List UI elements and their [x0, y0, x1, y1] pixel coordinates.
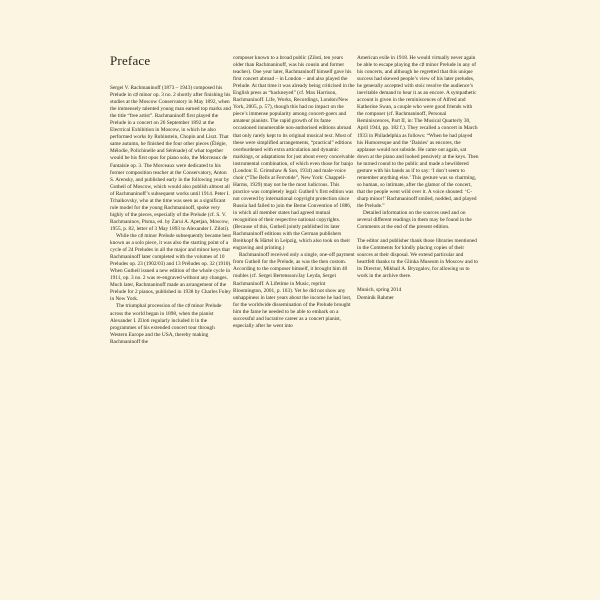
paragraph: Rachmaninoff received only a single, one-off payment from Gutheil for the Prelude, as was the then custom. According to the composer himself, it brought him 40 roubles (cf. Sergei Bertensson/Jay Leyda, Sergei Rachmaninoff. A Lifetime in Music, reprint Bloomington, 2001, p. 163). Yet he did not show any unhappiness in later years about the income he had lost, for the worldwide dissemination of the Prelude brought him the fame he needed to be able to embark on a successful and lucrative career as a concert pianist, especially after he went into — [233, 252, 355, 329]
text-column-2 — [233, 55, 355, 330]
paragraph: composer known to a broad public (Ziloti, ten years older than Rachmaninoff, was his cousin and former teacher). One year later, Rachmaninoff himself gave his first concert abroad – in London – and also played the Prelude. At that time it was already being criticised in the English press as “hackneyed” (cf. Max Harrison, Rachmaninoff. Life, Works, Recordings, London/New York, 2005, p. 57), though this had no impact on the piece’s immense popularity among concert-goers and amateur pianists. The rapid growth of its fame occasioned innumerable non-authorised editions abroad that only rarely kept to its original musical text. Most of these were simplified arrangements, “practical” editions overburdened with extra articulation and dynamic markings, or adaptations for just about every conceivable instrumental combination, of which even those for banjo (London: E. Grimshaw & Son, 1934) and male-voice choir (“The Bells at Ferrotide”, New York: Chappell-Harms, 1929) may not be the most ludicrous. This practice was completely legal: Gutheil’s first edition was not covered by international copyright protection since Russia had failed to join the Berne Convention of 1886, in which all member states had agreed mutual recognition of their respective national copyrights. (Because of this, Gutheil jointly published its later Rachmaninoff editions with the German publishers Breitkopf & Härtel in Leipzig, which also took on their engraving and printing.) — [233, 55, 355, 252]
paragraph: The editor and publisher thank those libraries mentioned in the Comments for kindly placing copies of their sources at their disposal. We extend particular and heartfelt thanks to the Glinka Museum in Moscow and to its Director, Mikhail A. Bryzgalov, for allowing us to work in the archive there. — [357, 238, 479, 280]
paragraph: The triumphal procession of the c♯ minor Prelude across the world began in 1898, when the pianist Alexander I. Ziloti regularly included it in the programmes of his extended concert tour through Western Europe and the USA, thereby making Rachmaninoff the — [110, 303, 222, 345]
text-column-1 — [110, 85, 232, 346]
text-column-3 — [357, 55, 479, 302]
spacer — [357, 280, 479, 287]
paragraph: While the c♯ minor Prelude subsequently became best known as a solo piece, it was also the starting point of a cycle of 24 Preludes in all the major and minor keys that Rachmaninoff later completed with the volumes of 10 Preludes op. 23 (1902/03) and 13 Préludes op. 32 (1910). When Gutheil issued a new edition of the whole cycle in 1911, op. 3 no. 2 was re-engraved without any changes. Much later, Rachmaninoff made an arrangement of the Prelude for 2 pianos, published in 1938 by Charles Foley in New York. — [110, 232, 232, 303]
paragraph: American exile in 1918. He would virtually never again be able to escape playing the c♯ minor Prelude in any of his concerts, and although he regretted that this unique success had skewed people’s view of his later preludes, he generally accepted with stoic resolve the audience’s inevitable demand to hear it as an encore. A sympathetic account is given in the reminiscences of Alfred and Katherine Swan, a couple who were good friends with the composer (cf. Rachmaninoff, Personal Reminiscences, Part II, in: The Musical Quarterly 30, April 1944, pp. 182 f.). They recalled a concert in March 1933 in Philadelphia as follows: “When he had played his Humoresque and the ‘Daisies’ as encores, the applause would not subside. He came out again, sat down at the piano and looked pensively at the keys. Then he turned round to the public and made a bewildered gesture with his hands as if to say: ‘I don’t seem to remember anything else.’ This gesture was so charming, so human, so intimate, after the glamor of the concert, that the people went wild over it. A voice shouted: ‘C-sharp minor!’ Rachmaninoff smiled, nodded, and played the Prelude.” — [357, 55, 479, 209]
page-title: Preface — [110, 53, 151, 68]
paragraph: Detailed information on the sources used and on several different readings in them may be found in the Comments at the end of the present edition. — [357, 210, 472, 231]
paragraph: Sergei V. Rachmaninoff (1873 – 1943) composed his Prelude in c♯ minor op. 3 no. 2 shortly after finishing his studies at the Moscow Conservatory in May 1892, when the immensely talented young man earned top marks and the title “free artist”. Rachmaninoff first played the Prelude in a concert on 26 September 1892 at the Electrical Exhibition in Moscow, in which he also performed works by Rubinstein, Chopin and Liszt. That same autumn, he finished the four other pieces (Élégie, Mélodie, Polichinelle and Sérénade) of what together would be his first opus for piano solo, the Morceaux de Fantaisie op. 3. The Morceaux were dedicated to his former composition teacher at the Conservatory, Anton S. Arensky, and published early in the following year by Gutheil of Moscow, which would also publish almost all of Rachmaninoff’s subsequent works until 1914. Peter I. Tchaikovsky, who at the time was seen as a significant role model for the young Rachmaninoff, spoke very highly of the pieces, especially of the Prelude (cf. S. V. Rachmaninov, Pisma, ed. by Zarui A. Apetjan, Moscow, 1955, p. 82, letter of 3 May 1893 to Alexander I. Ziloti). — [110, 85, 231, 232]
date-line: Munich, spring 2014 — [357, 287, 402, 294]
editor-signature: Dominik Rahmer — [357, 294, 394, 301]
spacer — [357, 231, 479, 238]
